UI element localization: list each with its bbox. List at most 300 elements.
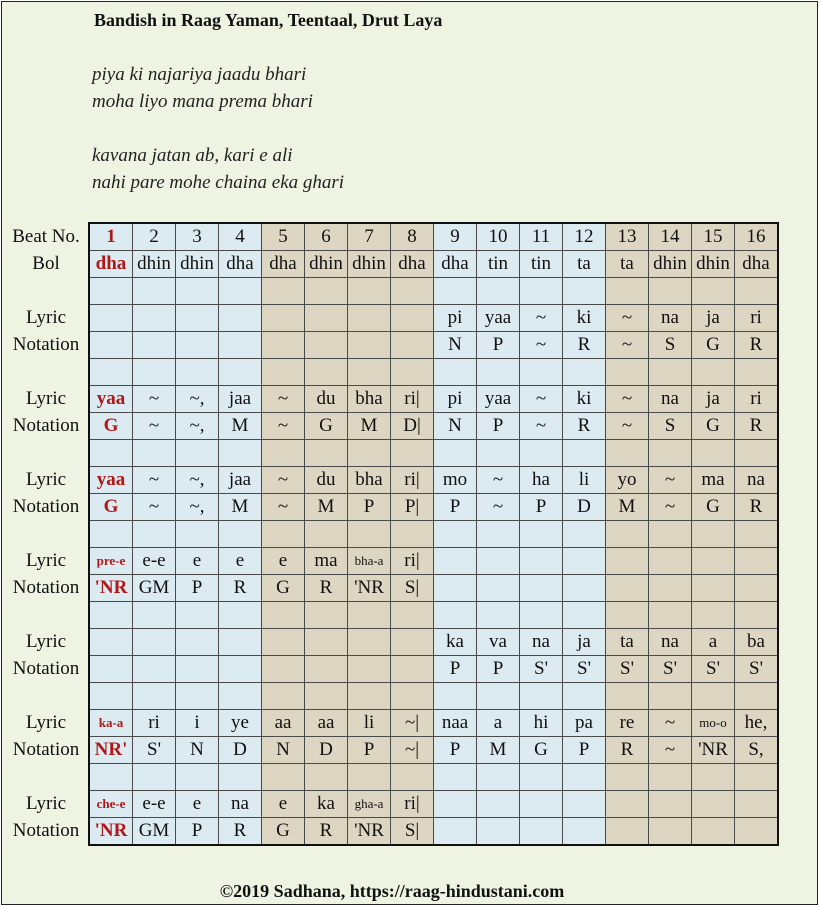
notation-cell: S' — [735, 656, 779, 683]
lyric-cell: ri| — [391, 467, 434, 494]
spacer-cell — [219, 602, 262, 629]
lyric-cell: ~ — [262, 467, 305, 494]
notation-cell — [219, 332, 262, 359]
notation-cell: NR' — [89, 737, 133, 764]
notation-cell — [133, 332, 176, 359]
bol-cell: dhin — [133, 251, 176, 278]
spacer-cell — [133, 278, 176, 305]
notation-cell — [606, 818, 649, 846]
spacer-cell — [176, 764, 219, 791]
beat-cell: 16 — [735, 223, 779, 251]
notation-cell: R — [735, 413, 779, 440]
notation-cell: D — [305, 737, 348, 764]
spacer-cell — [735, 683, 779, 710]
beat-cell: 2 — [133, 223, 176, 251]
bol-cell: dha — [262, 251, 305, 278]
bol-cell: tin — [477, 251, 520, 278]
notation-cell: G — [89, 494, 133, 521]
notation-cell: N — [434, 332, 477, 359]
spacer-cell — [477, 521, 520, 548]
notation-cell: R — [735, 332, 779, 359]
row-label: Lyric — [25, 631, 67, 652]
spacer-cell — [735, 764, 779, 791]
spacer-cell — [176, 683, 219, 710]
notation-cell — [391, 656, 434, 683]
beat-cell: 9 — [434, 223, 477, 251]
spacer-cell — [305, 602, 348, 629]
notation-cell: R — [305, 818, 348, 846]
notation-cell — [305, 332, 348, 359]
notation-cell — [434, 818, 477, 846]
lyric-cell — [434, 548, 477, 575]
spacer-cell — [606, 521, 649, 548]
spacer-cell — [176, 521, 219, 548]
notation-cell — [649, 575, 692, 602]
notation-cell: R — [563, 332, 606, 359]
grid-row-bol — [4, 251, 778, 278]
notation-cell — [262, 656, 305, 683]
notation-cell: G — [89, 413, 133, 440]
notation-cell: R — [735, 494, 779, 521]
row-label — [4, 764, 89, 791]
spacer-cell — [305, 440, 348, 467]
notation-cell — [735, 575, 779, 602]
notation-cell — [520, 575, 563, 602]
row-label: Notation — [12, 496, 80, 517]
lyric-cell: na — [735, 467, 779, 494]
lyric-cell: mo — [434, 467, 477, 494]
row-label: Notation — [12, 820, 80, 842]
spacer-cell — [348, 278, 391, 305]
spacer-cell — [133, 764, 176, 791]
spacer-cell — [520, 602, 563, 629]
notation-cell: P — [434, 494, 477, 521]
notation-cell: G — [520, 737, 563, 764]
spacer-cell — [692, 764, 735, 791]
spacer-cell — [89, 764, 133, 791]
beat-cell: 8 — [391, 223, 434, 251]
bol-cell: dha — [735, 251, 779, 278]
spacer-cell — [692, 602, 735, 629]
spacer-cell — [735, 359, 779, 386]
lyric-cell: yaa — [477, 305, 520, 332]
spacer-cell — [305, 521, 348, 548]
spacer-cell — [477, 278, 520, 305]
notation-cell: ~, — [176, 494, 219, 521]
lyric-cell — [262, 629, 305, 656]
lyric-cell — [563, 548, 606, 575]
lyric-cell: na — [520, 629, 563, 656]
lyric-cell — [477, 548, 520, 575]
lyric-cell: ja — [563, 629, 606, 656]
notation-cell — [89, 332, 133, 359]
lyric-cell: ka-a — [89, 710, 133, 737]
notation-cell — [606, 575, 649, 602]
notation-cell: R — [219, 818, 262, 846]
notation-cell: G — [262, 818, 305, 846]
spacer-cell — [563, 521, 606, 548]
bol-cell: dha — [391, 251, 434, 278]
spacer-cell — [262, 683, 305, 710]
page-title: Bandish in Raag Yaman, Teentaal, Drut Laya — [94, 10, 443, 30]
spacer-cell — [563, 440, 606, 467]
bol-cell: dha — [89, 251, 133, 278]
lyric-cell: ~ — [649, 467, 692, 494]
notation-cell: S — [649, 413, 692, 440]
bol-cell: dhin — [348, 251, 391, 278]
lyric-cell — [563, 791, 606, 818]
grid-row-lyric — [4, 305, 778, 332]
grid-row-spacer — [4, 602, 778, 629]
lyric-cell — [735, 791, 779, 818]
lyric-cell — [305, 629, 348, 656]
spacer-cell — [89, 278, 133, 305]
spacer-cell — [692, 278, 735, 305]
row-label: Lyric — [25, 307, 67, 328]
lyric-cell: yaa — [477, 386, 520, 413]
spacer-cell — [477, 602, 520, 629]
spacer-cell — [219, 764, 262, 791]
notation-cell: R — [563, 413, 606, 440]
notation-cell: P — [520, 494, 563, 521]
lyric-cell: ba — [735, 629, 779, 656]
notation-cell — [520, 818, 563, 846]
spacer-cell — [692, 359, 735, 386]
lyric-cell — [692, 791, 735, 818]
notation-cell: P| — [391, 494, 434, 521]
row-label: Lyric — [25, 712, 67, 733]
notation-cell — [219, 656, 262, 683]
lyric-cell: ~, — [176, 467, 219, 494]
lyric-cell: li — [348, 710, 391, 737]
verse-line: kavana jatan ab, kari e ali — [92, 145, 293, 166]
notation-cell — [348, 332, 391, 359]
spacer-cell — [520, 764, 563, 791]
spacer-cell — [89, 683, 133, 710]
lyric-cell: e — [262, 791, 305, 818]
spacer-cell — [649, 764, 692, 791]
notation-cell: M — [606, 494, 649, 521]
spacer-cell — [477, 764, 520, 791]
beat-cell: 6 — [305, 223, 348, 251]
notation-cell: S' — [692, 656, 735, 683]
spacer-cell — [563, 359, 606, 386]
spacer-cell — [477, 440, 520, 467]
lyric-cell — [219, 629, 262, 656]
spacer-cell — [520, 440, 563, 467]
lyric-cell — [262, 305, 305, 332]
verse-line: nahi pare mohe chaina eka ghari — [92, 172, 345, 193]
lyric-cell — [348, 629, 391, 656]
notation-cell — [391, 332, 434, 359]
lyric-cell: jaa — [219, 467, 262, 494]
spacer-cell — [176, 440, 219, 467]
beat-cell: 7 — [348, 223, 391, 251]
notation-cell: S' — [520, 656, 563, 683]
notation-cell: S — [649, 332, 692, 359]
notation-cell: S' — [563, 656, 606, 683]
spacer-cell — [692, 683, 735, 710]
bol-cell: dhin — [692, 251, 735, 278]
notation-cell: R — [219, 575, 262, 602]
lyric-cell: aa — [262, 710, 305, 737]
lyric-cell: ~| — [391, 710, 434, 737]
spacer-cell — [477, 683, 520, 710]
notation-cell — [305, 656, 348, 683]
grid-row-lyric — [4, 710, 778, 737]
notation-cell: ~ — [606, 332, 649, 359]
spacer-cell — [735, 440, 779, 467]
spacer-cell — [434, 521, 477, 548]
spacer-cell — [520, 278, 563, 305]
notation-cell — [692, 818, 735, 846]
lyric-cell: jaa — [219, 386, 262, 413]
notation-cell: G — [692, 332, 735, 359]
grid-row-spacer — [4, 764, 778, 791]
lyric-cell: a — [477, 710, 520, 737]
spacer-cell — [219, 521, 262, 548]
row-label — [4, 359, 89, 386]
spacer-cell — [606, 602, 649, 629]
lyric-cell: ri| — [391, 791, 434, 818]
spacer-cell — [649, 278, 692, 305]
lyric-cell: e — [219, 548, 262, 575]
spacer-cell — [391, 359, 434, 386]
spacer-cell — [305, 683, 348, 710]
lyric-cell — [89, 629, 133, 656]
notation-cell: ~ — [133, 494, 176, 521]
verse-sthayi — [92, 61, 313, 115]
lyric-cell: ka — [434, 629, 477, 656]
notation-cell: S| — [391, 818, 434, 846]
lyric-cell: ma — [305, 548, 348, 575]
lyric-cell: du — [305, 467, 348, 494]
lyric-cell: na — [649, 386, 692, 413]
spacer-cell — [89, 359, 133, 386]
lyric-cell: e-e — [133, 548, 176, 575]
lyric-cell: e-e — [133, 791, 176, 818]
notation-cell: ~, — [176, 413, 219, 440]
spacer-cell — [606, 440, 649, 467]
lyric-cell: ~ — [262, 386, 305, 413]
notation-cell — [563, 575, 606, 602]
notation-cell: G — [692, 413, 735, 440]
row-label — [4, 602, 89, 629]
lyric-cell: ki — [563, 305, 606, 332]
beat-cell: 11 — [520, 223, 563, 251]
spacer-cell — [692, 440, 735, 467]
spacer-cell — [348, 602, 391, 629]
lyric-cell: ri| — [391, 548, 434, 575]
spacer-cell — [89, 521, 133, 548]
grid-row-notation — [4, 413, 778, 440]
spacer-cell — [262, 764, 305, 791]
spacer-cell — [219, 278, 262, 305]
row-label: Notation — [12, 334, 80, 355]
lyric-cell: ri — [133, 710, 176, 737]
grid-row-beat — [4, 223, 778, 251]
lyric-cell: na — [649, 305, 692, 332]
spacer-cell — [133, 521, 176, 548]
notation-cell: D — [563, 494, 606, 521]
beat-cell: 5 — [262, 223, 305, 251]
notation-cell: 'NR — [692, 737, 735, 764]
lyric-cell: a — [692, 629, 735, 656]
grid-row-spacer — [4, 359, 778, 386]
bol-cell: dhin — [305, 251, 348, 278]
lyric-cell — [391, 629, 434, 656]
lyric-cell: pi — [434, 386, 477, 413]
lyric-cell: ~ — [520, 386, 563, 413]
notation-cell — [176, 656, 219, 683]
lyric-cell: ~, — [176, 386, 219, 413]
row-label — [4, 440, 89, 467]
notation-cell: G — [692, 494, 735, 521]
notation-cell: D — [219, 737, 262, 764]
lyric-cell: ri — [735, 386, 779, 413]
spacer-cell — [89, 602, 133, 629]
lyric-cell — [133, 629, 176, 656]
row-label: Notation — [12, 577, 80, 598]
spacer-cell — [391, 440, 434, 467]
notation-grid — [4, 222, 779, 846]
spacer-cell — [735, 521, 779, 548]
grid-row-spacer — [4, 440, 778, 467]
notation-cell: M — [219, 413, 262, 440]
bol-cell: dha — [434, 251, 477, 278]
notation-cell: ~ — [262, 494, 305, 521]
spacer-cell — [219, 440, 262, 467]
spacer-cell — [348, 764, 391, 791]
notation-cell: N — [262, 737, 305, 764]
notation-cell: GM — [133, 818, 176, 846]
beat-cell: 10 — [477, 223, 520, 251]
notation-cell: 'NR — [348, 575, 391, 602]
lyric-cell: du — [305, 386, 348, 413]
row-label: Bol — [32, 253, 60, 274]
notation-cell — [89, 656, 133, 683]
lyric-cell: e — [262, 548, 305, 575]
notation-cell: GM — [133, 575, 176, 602]
notation-cell: ~ — [606, 413, 649, 440]
notation-cell: S' — [133, 737, 176, 764]
lyric-cell: yo — [606, 467, 649, 494]
lyric-cell: pi — [434, 305, 477, 332]
lyric-cell: ha — [520, 467, 563, 494]
beat-cell: 1 — [89, 223, 133, 251]
lyric-cell: ~ — [606, 386, 649, 413]
spacer-cell — [563, 278, 606, 305]
spacer-cell — [434, 359, 477, 386]
spacer-cell — [262, 521, 305, 548]
lyric-cell: bha — [348, 467, 391, 494]
notation-cell: P — [434, 737, 477, 764]
notation-cell: D| — [391, 413, 434, 440]
lyric-cell: ~ — [477, 467, 520, 494]
notation-cell — [477, 575, 520, 602]
notation-cell: P — [348, 494, 391, 521]
lyric-cell: gha-a — [348, 791, 391, 818]
grid-row-notation — [4, 737, 778, 764]
notation-cell — [477, 818, 520, 846]
notation-cell: 'NR — [89, 818, 133, 846]
bol-cell: dhin — [176, 251, 219, 278]
lyric-cell — [176, 629, 219, 656]
row-label: Notation — [12, 415, 80, 436]
spacer-cell — [434, 764, 477, 791]
notation-cell: ~ — [520, 332, 563, 359]
beat-cell: 4 — [219, 223, 262, 251]
lyric-cell — [692, 548, 735, 575]
notation-cell: ~ — [649, 737, 692, 764]
lyric-cell — [649, 548, 692, 575]
lyric-cell — [649, 791, 692, 818]
verse-antara — [92, 142, 344, 196]
lyric-cell — [89, 305, 133, 332]
notation-cell: N — [176, 737, 219, 764]
spacer-cell — [606, 764, 649, 791]
lyric-cell: na — [649, 629, 692, 656]
spacer-cell — [649, 440, 692, 467]
lyric-cell — [606, 791, 649, 818]
spacer-cell — [219, 683, 262, 710]
lyric-cell — [391, 305, 434, 332]
grid-row-lyric — [4, 467, 778, 494]
verse-line: piya ki najariya jaadu bhari — [92, 64, 307, 85]
row-label — [4, 521, 89, 548]
notation-cell: P — [176, 575, 219, 602]
row-label: Lyric — [25, 469, 67, 490]
lyric-cell: li — [563, 467, 606, 494]
spacer-cell — [692, 521, 735, 548]
spacer-cell — [434, 440, 477, 467]
spacer-cell — [520, 359, 563, 386]
notation-cell: G — [305, 413, 348, 440]
notation-cell: 'NR — [348, 818, 391, 846]
notation-cell: R — [305, 575, 348, 602]
notation-cell — [262, 332, 305, 359]
spacer-cell — [649, 521, 692, 548]
spacer-cell — [305, 278, 348, 305]
grid-row-notation — [4, 818, 778, 846]
spacer-cell — [176, 602, 219, 629]
lyric-cell: ~ — [133, 467, 176, 494]
lyric-cell — [219, 305, 262, 332]
notation-cell: 'NR — [89, 575, 133, 602]
lyric-cell: e — [176, 548, 219, 575]
notation-cell — [563, 818, 606, 846]
lyric-cell — [735, 548, 779, 575]
notation-cell: ~ — [477, 494, 520, 521]
lyric-cell: ri| — [391, 386, 434, 413]
beat-cell: 3 — [176, 223, 219, 251]
spacer-cell — [649, 602, 692, 629]
notation-cell: ~| — [391, 737, 434, 764]
grid-row-notation — [4, 575, 778, 602]
lyric-cell: hi — [520, 710, 563, 737]
spacer-cell — [391, 683, 434, 710]
spacer-cell — [649, 683, 692, 710]
lyric-cell: ye — [219, 710, 262, 737]
spacer-cell — [305, 764, 348, 791]
spacer-cell — [176, 278, 219, 305]
lyric-cell — [520, 791, 563, 818]
spacer-cell — [133, 683, 176, 710]
row-label: Beat No. — [12, 225, 80, 247]
lyric-cell: ri — [735, 305, 779, 332]
spacer-cell — [391, 602, 434, 629]
lyric-cell — [348, 305, 391, 332]
